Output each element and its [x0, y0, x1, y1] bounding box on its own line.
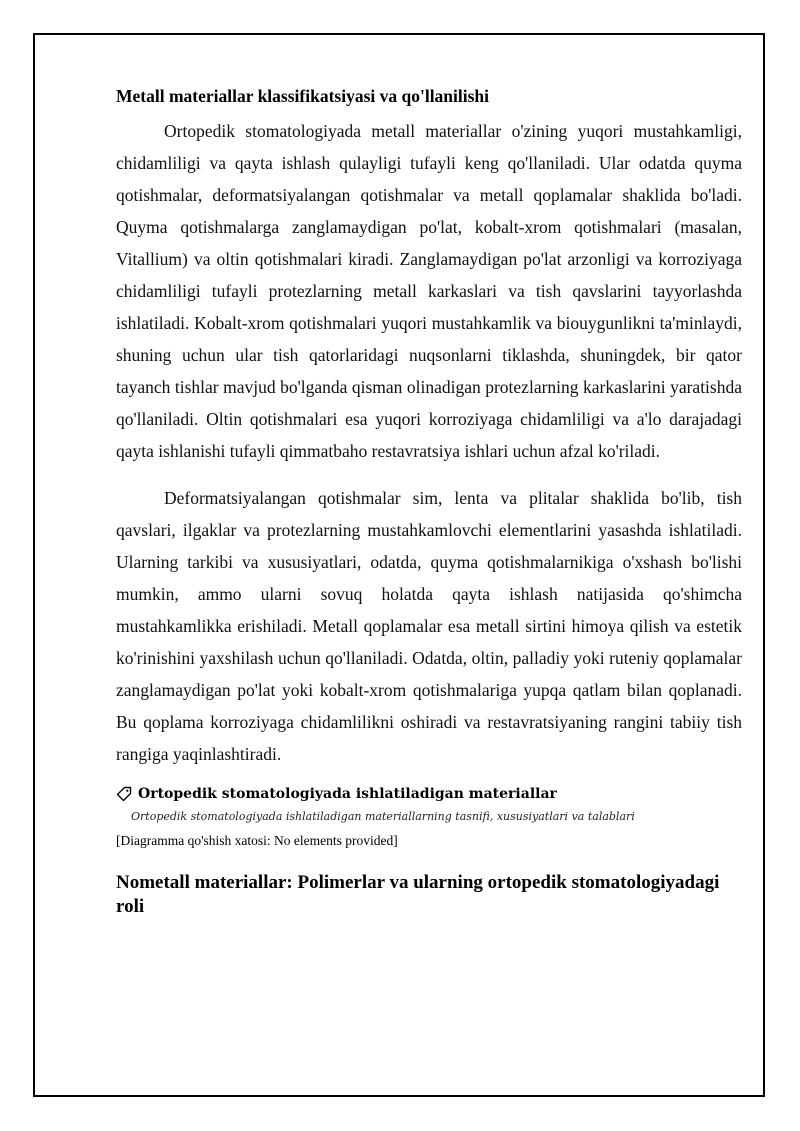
paragraph-metal-classification: Ortopedik stomatologiyada metall materiallar o'zining yuqori mustahkamligi, chidamliligi va qayta ishlash qulayligi tufayli keng qo'llaniladi. Ular odatda quyma qotishmalar, deformatsiyalangan qotishmalar va metall qoplamalar shaklida bo'ladi. Quyma qotishmalarga zanglamaydigan po'lat, kobalt-xrom qotishmalari (masalan, Vitallium) va oltin qotishmalari kiradi. Zanglamaydigan po'lat arzonligi va korroziyaga chidamliligi tufayli protezlarning metall karkaslari va tish qavslarini tayyorlashda ishlatiladi. Kobalt-xrom qotishmalari yuqori mustahkamlik va biouygunlikni ta'minlaydi, shuning uchun ular tish qatorlaridagi nuqsonlarni tiklashda, shuningdek, bir qator tayanch tishlar mavjud bo'lganda qisman olinadigan protezlarning karkaslarini yaratishda qo'llaniladi. Oltin qotishmalari esa yuqori korroziyaga chidamliligi va a'lo darajadagi qayta ishlanishi tufayli qimmatbaho restavratsiya ishlari uchun afzal ko'riladi. [116, 121, 742, 461]
paragraph-deformed-alloys: Deformatsiyalangan qotishmalar sim, lenta va plitalar shaklida bo'lib, tish qavslari, ilgaklar va protezlarning mustahkamlovchi elementlarini yasashda ishlatiladi. Ularning tarkibi va xususiyatlari, odatda, quyma qotishmalarnikiga o'xshash bo'lishi mumkin, ammo ularni sovuq holatda qayta ishlash natijasida qo'shimcha mustahkamlikka erishiladi. Metall qoplamalar esa metall sirtini himoya qilish va estetik ko'rinishini yaxshilash uchun qo'llaniladi. Odatda, oltin, palladiy yoki ruteniy qoplamalar zanglamaydigan po'lat yoki kobalt-xrom qotishmalariga yupqa qatlam bilan qoplanadi. Bu qoplama korroziyaga chidamlilikni oshiradi va restavratsiyaning rangini tabiiy tish rangiga yaqinlashtiradi. [116, 488, 742, 764]
diagram-subtitle: Ortopedik stomatologiyada ishlatiladigan materiallarning tasnifi, xususiyatlari va talablari [131, 810, 635, 823]
diagram-error-message: [Diagramma qo'shish xatosi: No elements provided] [116, 833, 398, 848]
document-content [116, 86, 742, 919]
tag-icon [116, 786, 132, 802]
next-section-title: Nometall materiallar: Polimerlar va ularning ortopedik stomatologiyadagi roli [116, 872, 720, 917]
diagram-title: Ortopedik stomatologiyada ishlatiladigan materiallar [138, 786, 557, 802]
diagram-title-row [116, 786, 742, 802]
section-title: Metall materiallar klassifikatsiyasi va qo'llanilishi [116, 86, 490, 106]
